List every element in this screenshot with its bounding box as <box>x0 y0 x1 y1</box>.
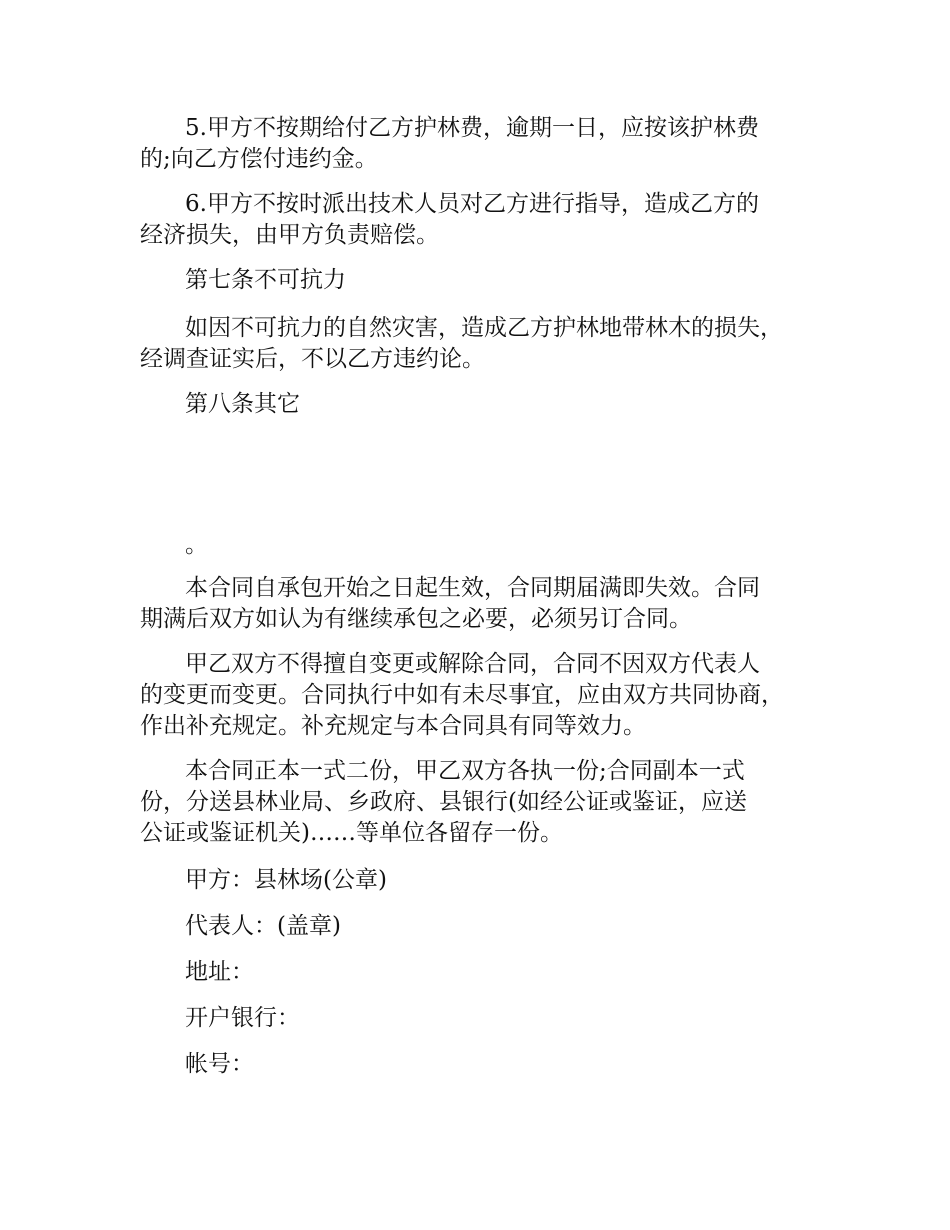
article-8-heading: 第八条其它 <box>185 391 300 417</box>
account-number: 帐号： <box>185 1051 254 1077</box>
amendment-line-2: 的变更而变更。合同执行中如有未尽事宜，应由双方共同协商， <box>140 682 784 708</box>
effective-term-line-1: 本合同自承包开始之日起生效，合同期届满即失效。合同 <box>185 575 760 601</box>
clause-5-line-1: 5.甲方不按期给付乙方护林费，逾期一日，应按该护林费 <box>185 115 759 141</box>
copies-line-3: 公证或鉴证机关)……等单位各留存一份。 <box>140 820 563 846</box>
stray-period: 。 <box>185 532 208 558</box>
amendment-line-3: 作出补充规定。补充规定与本合同具有同等效力。 <box>140 713 646 739</box>
address: 地址： <box>185 959 254 985</box>
clause-6-line-1: 6.甲方不按时派出技术人员对乙方进行指导，造成乙方的 <box>185 191 759 217</box>
representative: 代表人：(盖章) <box>185 913 341 939</box>
article-7-body-line-2: 经调查证实后，不以乙方违约论。 <box>140 346 485 372</box>
article-7-heading: 第七条不可抗力 <box>185 267 346 293</box>
clause-5-line-2: 的;向乙方偿付违约金。 <box>140 146 378 172</box>
amendment-line-1: 甲乙双方不得擅自变更或解除合同，合同不因双方代表人 <box>185 651 760 677</box>
clause-6-line-2: 经济损失，由甲方负责赔偿。 <box>140 222 439 248</box>
party-a: 甲方：县林场(公章) <box>185 867 387 893</box>
article-7-body-line-1: 如因不可抗力的自然灾害，造成乙方护林地带林木的损失， <box>185 315 783 341</box>
copies-line-2: 份，分送县林业局、乡政府、县银行(如经公证或鉴证，应送 <box>140 789 747 815</box>
copies-line-1: 本合同正本一式二份，甲乙双方各执一份;合同副本一式 <box>185 758 745 784</box>
effective-term-line-2: 期满后双方如认为有继续承包之必要，必须另订合同。 <box>140 606 692 632</box>
bank: 开户银行： <box>185 1005 300 1031</box>
